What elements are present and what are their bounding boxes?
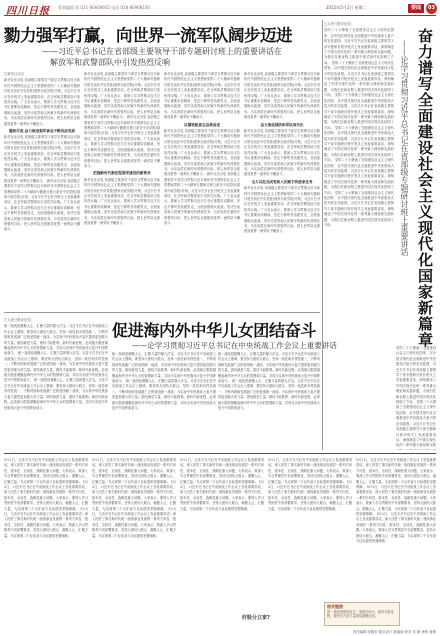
issue-date: 2022年5月2日 星期二 bbox=[326, 5, 367, 10]
article1-body: 新华社北京电 省部级主要领导干部学习贯彻习近平新时代中国特色社会主义思想和党的二十大精神专题研讨班日前在中央党校(国家行政学院)开班。习近平总书记在开班式上发表重要讲话，在全军和武警部队引发热烈反响。广大官兵表示，要深入学习贯彻习近平总书记重要讲话精神，坚定不移听党话跟党走，全面加强练兵备战，坚决完成党和人民赋予的新时代使命任务，为实现党在新时代的强军目标、把人民军队全面建成世界一流军队不懈奋斗。 bbox=[4, 135, 80, 183]
section-badge: 要闻 bbox=[408, 4, 424, 13]
article1-section-head: 以钢铁般意志奋勇前进 bbox=[184, 122, 220, 127]
bottom-pull-quote: 好股分立家? bbox=[242, 615, 270, 621]
bottom-body: 5月1日，习近平总书记在中央统战工作会议上发表重要讲话，深入回答了事关新时代统一战线事业发展的一系列方向性、根本性、全局性、战略性重大问题。大家表示，要深入学习贯彻党中央部署要求，坚持大团结大联合，凝聚人心、汇聚力量，为实现第二个百年奋斗目标提供坚强保障。 bbox=[4, 458, 88, 484]
bottom-body: 5月1日，习近平总书记在中央统战工作会议上发表重要讲话，深入回答了事关新时代统一战线事业发展的一系列方向性、根本性、全局性、战略性重大问题。大家表示，要深入学习贯彻党中央部署要求，坚持大团结大联合，凝聚人心、汇聚力量，为实现第二个百年奋斗目标提供坚强保障。 bbox=[180, 479, 264, 511]
article3-body: 党的二十大擘画了全面建设社会主义现代化国家、以中国式现代化全面推进中华民族伟大复兴的宏伟蓝图。习近平总书记在省部级主要领导干部专题研讨班开班式上发表重要讲话，深刻阐述了中国式现代化的一系列重大理论和实践问题，为我们在新征程上推进中国式现代化指明了方向。 bbox=[324, 93, 394, 130]
article1-byline: □新华社北京 bbox=[4, 72, 25, 76]
article2-body: 统一战线是凝聚人心、汇聚力量的强大法宝。习近平总书记在中央统战工作会议上强调，要坚持大团结大联合，坚持一致性和多样性统一，不断巩固和发展最广泛的爱国统一战线，为实现中华民族伟大复兴提供更加强大的力量。团结就是力量，团结才能胜利。新时代新征程，必须最大限度凝聚起海内外中华儿女的智慧和力量，共同为实现中华民族伟大复兴中国梦而奋斗。 bbox=[218, 379, 320, 411]
bottom-body: 5月1日，习近平总书记在中央统战工作会议上发表重要讲话，深入回答了事关新时代统一战线事业发展的一系列方向性、根本性、全局性、战略性重大问题。大家表示，要深入学习贯彻党中央部署要求，坚持大团结大联合，凝聚人心、汇聚力量，为实现第二个百年奋斗目标提供坚强保障。 bbox=[92, 479, 176, 511]
bottom-column-4 bbox=[268, 458, 352, 598]
bottom-body: 5月1日，习近平总书记在中央统战工作会议上发表重要讲话，深入回答了事关新时代统一战线事业发展的一系列方向性、根本性、全局性、战略性重大问题。大家表示，要深入学习贯彻党中央部署要求，坚持大团结大联合，凝聚人心、汇聚力量，为实现第二个百年奋斗目标提供坚强保障。 bbox=[356, 458, 436, 490]
article1-headline: 勠力强军打赢，向世界一流军队阔步迈进 bbox=[4, 26, 292, 45]
bottom-body: 5月1日，习近平总书记在中央统战工作会议上发表重要讲话，深入回答了事关新时代统一战线事业发展的一系列方向性、根本性、全局性、战略性重大问题。大家表示，要深入学习贯彻党中央部署要求，坚持大团结大联合，凝聚人心、汇聚力量，为实现第二个百年奋斗目标提供坚强保障。 bbox=[4, 506, 88, 538]
article1-body: 新华社北京电 省部级主要领导干部学习贯彻习近平新时代中国特色社会主义思想和党的二十大精神专题研讨班日前在中央党校(国家行政学院)开班。习近平总书记在开班式上发表重要讲话，在全军和武警部队引发热烈反响。广大官兵表示，要深入学习贯彻习近平总书记重要讲话精神，坚定不移听党话跟党走，全面加强练兵备战，坚决完成党和人民赋予的新时代使命任务，为实现党在新时代的强军目标、把人民军队全面建成世界一流军队不懈奋斗。 bbox=[164, 172, 240, 225]
bottom-column-2 bbox=[92, 458, 176, 626]
article2-column-1 bbox=[4, 318, 108, 450]
article2-body: 统一战线是凝聚人心、汇聚力量的强大法宝。习近平总书记在中央统战工作会议上强调，要坚持大团结大联合，坚持一致性和多样性统一，不断巩固和发展最广泛的爱国统一战线，为实现中华民族伟大复兴提供更加强大的力量。团结就是力量，团结才能胜利。新时代新征程，必须最大限度凝聚起海内外中华儿女的智慧和力量，共同为实现中华民族伟大复兴中国梦而奋斗。 bbox=[4, 324, 108, 356]
article1-subtitle: ——习近平总书记在省部级主要领导干部专题研讨班上的重要讲话在 bbox=[42, 47, 282, 56]
article2-body: 统一战线是凝聚人心、汇聚力量的强大法宝。习近平总书记在中央统战工作会议上强调，要坚持大团结大联合，坚持一致性和多样性统一，不断巩固和发展最广泛的爱国统一战线，为实现中华民族伟大复兴提供更加强大的力量。团结就是力量，团结才能胜利。新时代新征程，必须最大限度凝聚起海内外中华儿女的智慧和力量，共同为实现中华民族伟大复兴中国梦而奋斗。 bbox=[218, 352, 320, 384]
article1-section-head: 把握新时代新征程强军建设的新要求 bbox=[93, 171, 151, 176]
section-divider bbox=[4, 312, 320, 313]
article3-column-1 bbox=[324, 22, 394, 450]
bottom-column-5 bbox=[356, 458, 436, 626]
related-box-body: 统一战线因团结而生，靠团结而兴。新时代新征程，要把各方面力量团结凝聚起来。 bbox=[327, 609, 394, 619]
article1-body: 新华社北京电 省部级主要领导干部学习贯彻习近平新时代中国特色社会主义思想和党的二十大精神专题研讨班日前在中央党校(国家行政学院)开班。习近平总书记在开班式上发表重要讲话，在全军和武警部队引发热烈反响。广大官兵表示，要深入学习贯彻习近平总书记重要讲话精神，坚定不移听党话跟党走，全面加强练兵备战，坚决完成党和人民赋予的新时代使命任务，为实现党在新时代的强军目标、把人民军队全面建成世界一流军队不懈奋斗。 bbox=[244, 129, 320, 177]
article1-subtitle-2: 解放军和武警部队中引发热烈反响 bbox=[50, 58, 170, 67]
related-box bbox=[324, 602, 400, 626]
header-contact: 策划编辑 阳 021-86668602 电话 028-86968100 bbox=[58, 5, 150, 10]
bottom-column-1 bbox=[4, 458, 88, 626]
article3-headline: 奋力谱写全面建设社会主义现代化国家新篇章 bbox=[416, 28, 434, 348]
article2-subtitle: ——论学习贯彻习近平总书记在中央统战工作会议上重要讲话 bbox=[132, 341, 338, 350]
article1-body: 新华社北京电 省部级主要领导干部学习贯彻习近平新时代中国特色社会主义思想和党的二十大精神专题研讨班日前在中央党校(国家行政学院)开班。习近平总书记在开班式上发表重要讲话，在全军和武警部队引发热烈反响。广大官兵表示，要深入学习贯彻习近平总书记重要讲话精神，坚定不移听党话跟党走，全面加强练兵备战，坚决完成党和人民赋予的新时代使命任务，为实现党在新时代的强军目标、把人民军队全面建成世界一流军队不懈奋斗。 bbox=[84, 177, 160, 225]
article1-column-3 bbox=[164, 72, 240, 308]
bottom-body: 5月1日，习近平总书记在中央统战工作会议上发表重要讲话，深入回答了事关新时代统一战线事业发展的一系列方向性、根本性、全局性、战略性重大问题。大家表示，要深入学习贯彻党中央部署要求，坚持大团结大联合，凝聚人心、汇聚力量，为实现第二个百年奋斗目标提供坚强保障。 bbox=[4, 479, 88, 511]
bottom-section-rule bbox=[4, 453, 436, 454]
bottom-body: 5月1日，习近平总书记在中央统战工作会议上发表重要讲话，深入回答了事关新时代统一战线事业发展的一系列方向性、根本性、全局性、战略性重大问题。大家表示，要深入学习贯彻党中央部署要求，坚持大团结大联合，凝聚人心、汇聚力量，为实现第二个百年奋斗目标提供坚强保障。 bbox=[356, 485, 436, 517]
article3-body: 党的二十大擘画了全面建设社会主义现代化国家、以中国式现代化全面推进中华民族伟大复兴的宏伟蓝图。习近平总书记在省部级主要领导干部专题研讨班开班式上发表重要讲话，深刻阐述了中国式现代化的一系列重大理论和实践问题，为我们在新征程上推进中国式现代化指明了方向。 bbox=[324, 125, 394, 163]
article2-headline: 促进海内外中华儿女团结奋斗 bbox=[112, 321, 317, 340]
article3-body: 党的二十大擘画了全面建设社会主义现代化国家、以中国式现代化全面推进中华民族伟大复兴的宏伟蓝图。习近平总书记在省部级主要领导干部专题研讨班开班式上发表重要讲话，深刻阐述了中国式现代化的一系列重大理论和实践 bbox=[396, 400, 436, 448]
masthead bbox=[4, 2, 436, 16]
bottom-column-3 bbox=[180, 458, 264, 610]
bottom-body: 5月1日，习近平总书记在中央统战工作会议上发表重要讲话，深入回答了事关新时代统一战线事业发展的一系列方向性、根本性、全局性、战略性重大问题。大家表示，要深入学习贯彻党中央部署要求，坚持大团结大联合，凝聚人心、汇聚力量，为实现第二个百年奋斗目标提供坚强保障。 bbox=[92, 506, 176, 538]
article3-body: 党的二十大擘画了全面建设社会主义现代化国家、以中国式现代化全面推进中华民族伟大复兴的宏伟蓝图。习近平总书记在省部级主要领导干部专题研讨班开班式上发表重要讲话，深刻阐述了中国式现代化的一系列重大理论和实践问题，为我们在新征程上推进中国式现代化指明了方向。 bbox=[396, 346, 436, 405]
article2-body: 统一战线是凝聚人心、汇聚力量的强大法宝。习近平总书记在中央统战工作会议上强调，要坚持大团结大联合，坚持一致性和多样性统一，不断巩固和发展最广泛的爱国统一战线，为实现中华民族伟大复兴提供更加强大的力量。团结就是力量，团结才能胜利。新时代新征程，必须最大限度凝聚起海内外中华儿女的智慧和力量，共同为实现中华民族伟大复兴中国梦而奋斗。 bbox=[112, 379, 216, 411]
article3-column-2 bbox=[396, 346, 436, 450]
bottom-body: 5月1日，习近平总书记在中央统战工作会议上发表重要讲话，深入回答了事关新时代统一战线事业发展的一系列方向性、根本性、全局性、战略性重大问题。大家表示，要深入学习贯彻党中央部署要求，坚持大团结大联合，凝聚人心、汇聚力量，为实现第二个百年奋斗目标提供坚强保障。 bbox=[268, 458, 352, 484]
bottom-body: 5月1日，习近平总书记在中央统战工作会议上发表重要讲话，深入回答了事关新时代统一战线事业发展的一系列方向性、根本性、全局性、战略性重大问题。大家表示，要深入学习贯彻党中央部署要求，坚持大团结大联合，凝聚人心、汇聚力量，为实现第二个百年奋斗目标提供坚强保障。 bbox=[268, 479, 352, 511]
article2-body: 统一战线是凝聚人心、汇聚力量的强大法宝。习近平总书记在中央统战工作会议上强调，要坚持大团结大联合，坚持一致性和多样性统一，不断巩固和发展最广泛的爱国统一战线，为实现中华民族伟大复兴提供更加强大的力量。团结就是力量，团结才能胜利。新时代新征程，必须最大限度凝聚起海内外中华儿女的智慧和力量，共同为实现中华民族伟大复兴中国梦而奋斗。 bbox=[4, 351, 108, 383]
article3-byline: □人民日报评论员 bbox=[324, 22, 351, 26]
page-number: 03 bbox=[426, 3, 437, 14]
article2-body: 统一战线是凝聚人心、汇聚力量的强大法宝。习近平总书记在中央统战工作会议上强调，要坚持大团结大联合，坚持一致性和多样性统一，不断巩固和发展最广泛的爱国统一战线，为实现中华民族伟大复兴提供更加强大的力量。团结就是力量，团结才能胜利。新时代新征程，必须最大限度凝聚起海内外中华儿女的智慧和力量，共同为实现中华民族伟大复兴中国梦而奋斗。 bbox=[4, 378, 108, 410]
article1-column-1 bbox=[4, 72, 80, 308]
article1-body: 新华社北京电 省部级主要领导干部学习贯彻习近平新时代中国特色社会主义思想和党的二十大精神专题研讨班日前在中央党校(国家行政学院)开班。习近平总书记在开班式上发表重要讲话，在全军和武警部队引发热烈反响。广大官兵表示，要深入学习贯彻习近平总书记重要讲话精神，坚定不移听党话跟党走，全面加强练兵备战，坚决完成党和人民赋予的新时代使命任务，为实现党在新时代的强军目标、把人民军队全面建成世界一流军队不懈奋斗。 bbox=[4, 178, 80, 232]
article2-column-3 bbox=[218, 352, 320, 450]
article2-byline: □人民日报评论员 bbox=[4, 318, 31, 322]
article3-body: 党的二十大擘画了全面建设社会主义现代化国家、以中国式现代化全面推进中华民族伟大复兴的宏伟蓝图。习近平总书记在省部级主要领导干部专题研讨班开班式上发表重要讲话，深刻阐述了中国式现代化的一系列重大理论和实践问题，为我们在新征程上推进中国式现代化指明了方向。 bbox=[324, 158, 394, 195]
article1-section-head: 奋力推进国防和军队现代化 bbox=[260, 122, 304, 127]
column-divider bbox=[322, 20, 323, 450]
article1-column-4 bbox=[244, 72, 320, 308]
article1-body: 新华社北京电 省部级主要领导干部学习贯彻习近平新时代中国特色社会主义思想和党的二十大精神专题研讨班日前在中央党校(国家行政学院)开班。习近平总书记在开班式上发表重要讲话，在全军和武警部队引发热烈反响。广大官兵表示，要深入学习贯彻习近平总书记重要讲话精神，坚定不移听党话跟党走，全面加强练兵备战，坚决完成党和人民赋予的新时代使命任务，为实现党在新时代的强军目标、把人民军队全面建成世界一流军队不懈奋斗。 bbox=[84, 115, 160, 168]
bottom-body: 5月1日，习近平总书记在中央统战工作会议上发表重要讲话，深入回答了事关新时代统一战线事业发展的一系列方向性、根本性、全局性、战略性重大问题。大家表示，要深入学习贯彻党中央部署要求，坚持大团结大联合，凝聚人心、汇聚力量，为实现第二个百年奋斗目标提供坚强保障。 bbox=[356, 512, 436, 544]
article1-body: 新华社北京电 省部级主要领导干部学习贯彻习近平新时代中国特色社会主义思想和党的二十大精神专题研讨班日前在中央党校(国家行政学院)开班。习近平总书记在开班式上发表重要讲话，在全军和武警部队引发热烈反响。广大官兵表示，要深入学习贯彻习近平总书记重要讲话精神，坚定不移听党话跟党走，全面加强练兵备战，坚决完成党和人民赋予的新时代使命任务，为实现党在新时代的强军目标、把人民军队全面建成世界一流军队不懈奋斗。 bbox=[4, 78, 80, 126]
article3-body: 党的二十大擘画了全面建设社会主义现代化国家、以中国式现代化全面推进中华民族伟大复兴的宏伟蓝图。习近平总书记在省部级主要领导干部专题研讨班开班式上发表重要讲话，深刻阐述了中国式现代化的一系列重大理论和实践问题，为我们在新征程上推进中国式现代化指明了方向。 bbox=[324, 190, 394, 228]
newspaper-logo: 四川日报 bbox=[6, 6, 50, 17]
related-box-title: 相关链接 bbox=[327, 604, 343, 609]
article2-column-2 bbox=[112, 352, 216, 450]
article1-column-2 bbox=[84, 72, 160, 308]
article3-body: 党的二十大擘画了全面建设社会主义现代化国家、以中国式现代化全面推进中华民族伟大复兴的宏伟蓝图。习近平总书记在省部级主要领导干部专题研讨班开班式上发表重要讲话，深刻阐述了中国式现代化的一系列重大理论和实践问题，为我们在新征程上推进中国式现代化指明了方向。 bbox=[324, 28, 394, 65]
article1-body: 新华社北京电 省部级主要领导干部学习贯彻习近平新时代中国特色社会主义思想和党的二十大精神专题研讨班日前在中央党校(国家行政学院)开班。习近平总书记在开班式上发表重要讲话，在全军和武警部队引发热烈反响。广大官兵表示，要深入学习贯彻习近平总书记重要讲话精神，坚定不移听党话跟党走，全面加强练兵备战，坚决完成党和人民赋予的新时代使命任务，为实现党在新时代的强军目标、把人民军队全面建成世界一流军队不懈奋斗。 bbox=[84, 72, 160, 120]
article1-body: 新华社北京电 省部级主要领导干部学习贯彻习近平新时代中国特色社会主义思想和党的二十大精神专题研讨班日前在中央党校(国家行政学院)开班。习近平总书记在开班式上发表重要讲话，在全军和武警部队引发热烈反响。广大官兵表示，要深入学习贯彻习近平总书记重要讲话精神，坚定不移听党话跟党走，全面加强练兵备战，坚决完成党和人民赋予的新时代使命任务，为实现党在新时代的强军目标、把人民军队全面建成世界一流军队不懈奋斗。 bbox=[244, 186, 320, 234]
article1-body: 新华社北京电 省部级主要领导干部学习贯彻习近平新时代中国特色社会主义思想和党的二十大精神专题研讨班日前在中央党校(国家行政学院)开班。习近平总书记在开班式上发表重要讲话，在全军和武警部队引发热烈反响。广大官兵表示，要深入学习贯彻习近平总书记重要讲话精神，坚定不移听党话跟党走，全面加强练兵备战，坚决完成党和人民赋予的新时代使命任务，为实现党在新时代的强军目标、把人民军队全面建成世界一流军队不懈奋斗。 bbox=[164, 129, 240, 177]
bottom-body: 5月1日，习近平总书记在中央统战工作会议上发表重要讲话，深入回答了事关新时代统一战线事业发展的一系列方向性、根本性、全局性、战略性重大问题。大家表示，要深入学习贯彻党中央部署要求，坚持大团结大联合，凝聚人心、汇聚力量，为实现第二个百年奋斗目标提供坚强保障。 bbox=[180, 458, 264, 484]
article3-subtitle: ——论学习贯彻习近平总书记在省部级专题研讨班上重要讲话 bbox=[400, 40, 409, 256]
bottom-body: 5月1日，习近平总书记在中央统战工作会议上发表重要讲话，深入回答了事关新时代统一战线事业发展的一系列方向性、根本性、全局性、战略性重大问题。大家表示，要深入学习贯彻党中央部署要求，坚持大团结大联合，凝聚人心、汇聚力量，为实现第二个百年奋斗目标提供坚强保障。 bbox=[92, 458, 176, 484]
article3-body: 党的二十大擘画了全面建设社会主义现代化国家、以中国式现代化全面推进中华民族伟大复兴的宏伟蓝图。习近平总书记在省部级主要领导干部专题研讨班开班式上发表重要讲话，深刻阐述了中国式现代化的一系列重大理论和实践问题，为我们在新征程上推进中国式现代化指明了方向。 bbox=[324, 60, 394, 98]
article1-body: 新华社北京电 省部级主要领导干部学习贯彻习近平新时代中国特色社会主义思想和党的二十大精神专题研讨班日前在中央党校(国家行政学院)开班。习近平总书记在开班式上发表重要讲话，在全军和武警部队引发热烈反响。广大官兵表示，要深入学习贯彻习近平总书记重要讲话精神，坚定不移听党话跟党走，全面加强练兵备战，坚决完成党和人民赋予的新时代使命任务，为实现党在新时代的强军目标、把人民军队全面建成世界一流军队不懈奋斗。 bbox=[164, 72, 240, 120]
article1-section-head: 履职尽责,奋力推进强军事业不断向前发展 bbox=[8, 129, 76, 134]
article1-body: 新华社北京电 省部级主要领导干部学习贯彻习近平新时代中国特色社会主义思想和党的二十大精神专题研讨班日前在中央党校(国家行政学院)开班。习近平总书记在开班式上发表重要讲话，在全军和武警部队引发热烈反响。广大官兵表示，要深入学习贯彻习近平总书记重要讲话精神，坚定不移听党话跟党走，全面加强练兵备战，坚决完成党和人民赋予的新时代使命任务，为实现党在新时代的强军目标、把人民军队全面建成世界一流军队不懈奋斗。 bbox=[244, 72, 320, 120]
article2-body: 统一战线是凝聚人心、汇聚力量的强大法宝。习近平总书记在中央统战工作会议上强调，要坚持大团结大联合，坚持一致性和多样性统一，不断巩固和发展最广泛的爱国统一战线，为实现中华民族伟大复兴提供更加强大的力量。团结就是力量，团结才能胜利。新时代新征程，必须最大限度凝聚起海内外中华儿女的智慧和力量，共同为实现中华民族伟大复兴中国梦而奋斗。 bbox=[112, 352, 216, 384]
article1-section-head: 全力以赴完成党和人民赋予的使命任务 bbox=[251, 179, 313, 184]
editor-credit: 责任编辑 张晓东 版式设计 唐丽丽 校对 邓 颖 审核 蒋敏 bbox=[352, 630, 436, 634]
